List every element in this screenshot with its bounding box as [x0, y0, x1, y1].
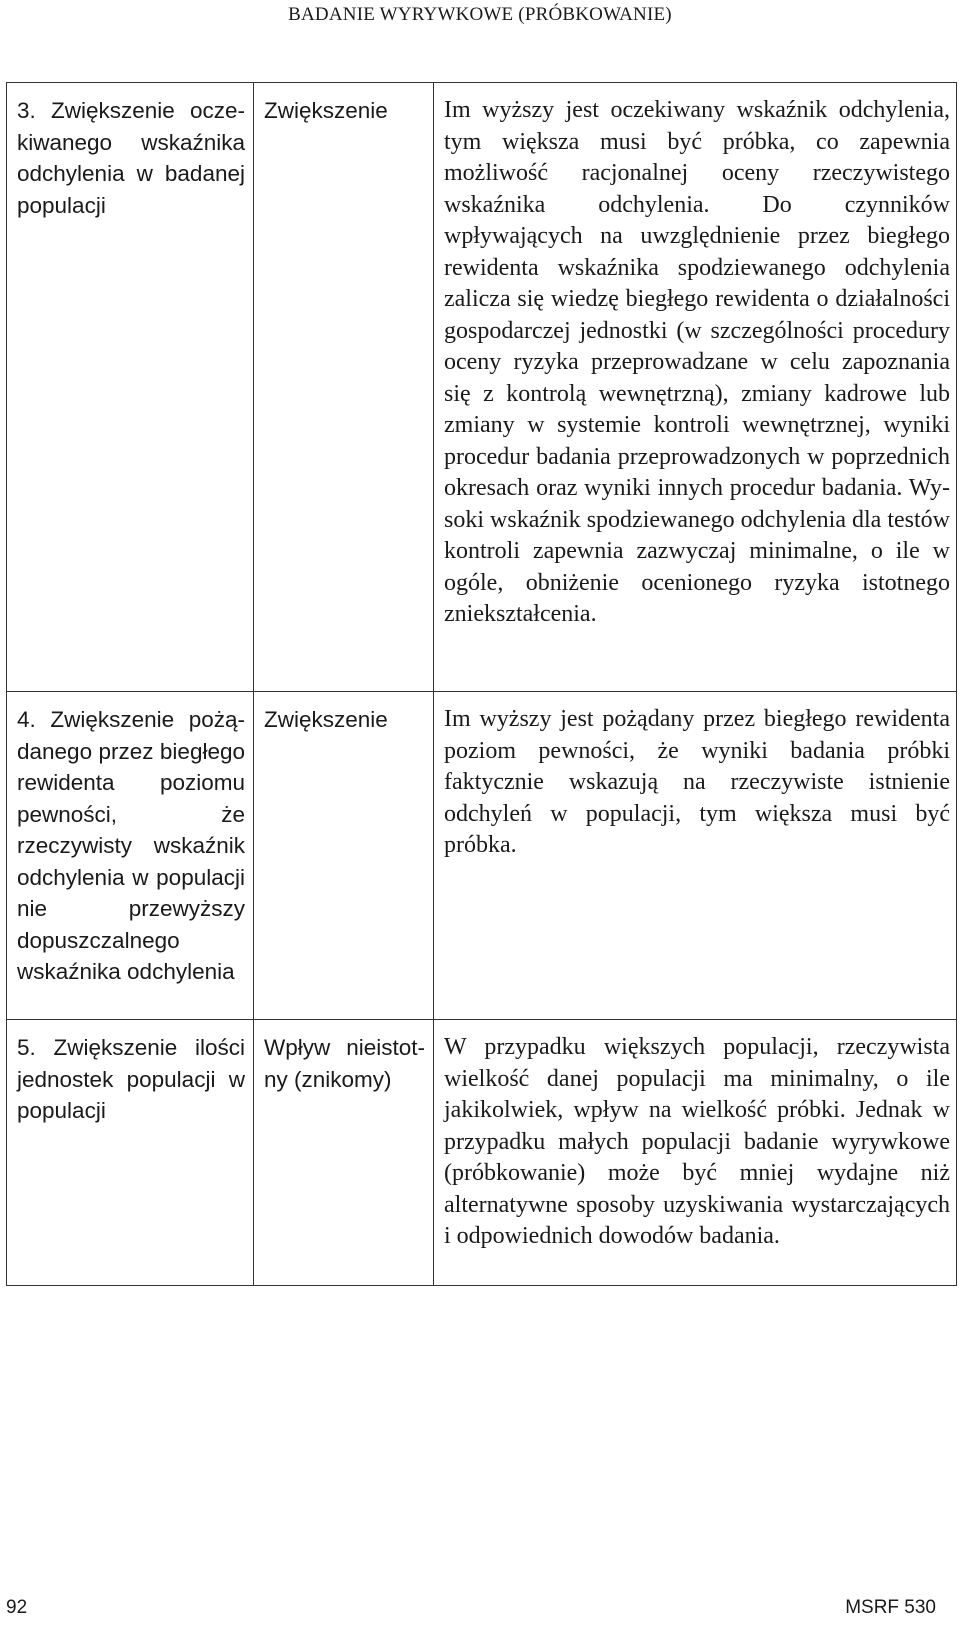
page-header: BADANIE WYRYWKOWE (PRÓBKOWANIE): [288, 4, 672, 25]
table-row: [7, 692, 957, 1020]
effect-cell: Wpływ nieistotny (znikomy): [254, 1020, 434, 1286]
factor-cell: 5. Zwiększenie ilości jednostek populacji w populacji: [7, 1020, 254, 1286]
table-row: [7, 83, 957, 692]
factor-cell: 4. Zwiększenie pożądanego przez biegłego rewidenta poziomu pewności, że rzeczywisty wskaźnik odchylenia w populacji nie przewyższy dopuszczalnego wskaźnika odchylenia: [7, 692, 254, 1020]
document-code: MSRF 530: [845, 1597, 936, 1618]
factor-cell: 3. Zwiększenie oczekiwanego wskaźnika odchylenia w badanej populacji: [7, 83, 254, 692]
factors-table: [6, 82, 957, 1286]
page-number: 92: [6, 1597, 28, 1618]
table-row: [7, 1020, 957, 1286]
effect-cell: Zwiększenie: [254, 692, 434, 1020]
explanation-cell: W przypadku większych populacji, rzeczywista wielkość danej populacji ma minimalny, o ile jakikolwiek, wpływ na wielkość próbki. Jednak w przypadku małych populacji badanie wyrywkowe (próbkowanie) może być mniej wydajne niż alternatywne sposoby uzyskiwania wystarczających i odpowiednich dowodów badania.: [434, 1020, 957, 1286]
effect-cell: Zwiększenie: [254, 83, 434, 692]
explanation-cell: Im wyższy jest oczekiwany wskaźnik odchylenia, tym większa musi być próbka, co zapewnia możliwość racjonalnej oceny rzeczywistego wskaźnika odchylenia. Do czynników wpływających na uwzględnienie przez biegłego rewidenta wskaźnika spodziewanego odchylenia zalicza się wiedzę biegłego rewidenta o działalności gospodarczej jednostki (w szczególności procedury oceny ryzyka przeprowadzane w celu zapoznania się z kontrolą wewnętrzną), zmiany kadrowe lub zmiany w systemie kontroli wewnętrznej, wyniki procedur badania przeprowadzonych w poprzednich okresach oraz wyniki innych procedur badania. Wysoki wskaźnik spodziewanego odchylenia dla testów kontroli zapewnia zazwyczaj minimalne, o ile w ogóle, obniżenie ocenionego ryzyka istotnego zniekształcenia.: [434, 83, 957, 692]
explanation-cell: Im wyższy jest pożądany przez biegłego rewidenta poziom pewności, że wyniki badania próbki faktycznie wskazują na rzeczywiste istnienie odchyleń w populacji, tym większa musi być próbka.: [434, 692, 957, 1020]
